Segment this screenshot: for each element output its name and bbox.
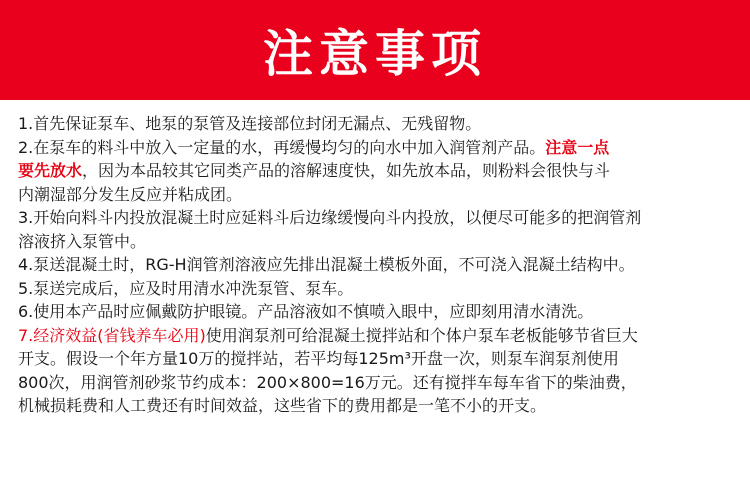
note-highlight: 注意一点 bbox=[545, 137, 610, 157]
note-highlight: 要先放水 bbox=[18, 161, 83, 180]
note-line bbox=[18, 300, 738, 324]
note-line bbox=[18, 324, 738, 348]
note-text: 3.开始向料斗内投放混凝土时应延料斗后边缘缓慢向斗内投放，以便尽可能多的把润管剂 bbox=[18, 208, 642, 227]
note-line bbox=[18, 230, 738, 254]
note-line bbox=[18, 136, 738, 160]
note-text: 2.在泵车的料斗中放入一定量的水，再缓慢均匀的向水中加入润管剂产品。 bbox=[18, 137, 546, 157]
note-line bbox=[18, 206, 738, 230]
note-text: 使用润泵剂可给混凝土搅拌站和个体户泵车老板能够节省巨大 bbox=[205, 325, 638, 345]
note-item bbox=[18, 324, 738, 418]
note-line bbox=[18, 394, 738, 418]
note-text: ，因为本品较其它同类产品的溶解速度快，如先放本品，则粉料会很快与斗 bbox=[82, 161, 611, 180]
note-text: 溶液挤入泵管中。 bbox=[18, 231, 147, 251]
note-line bbox=[18, 159, 738, 183]
page-title: 注意事项 bbox=[263, 25, 487, 83]
note-item bbox=[18, 112, 738, 136]
note-item bbox=[18, 277, 738, 301]
note-item bbox=[18, 253, 738, 277]
notes-list bbox=[18, 112, 738, 418]
note-text: 6.使用本产品时应佩戴防护眼镜。产品溶液如不慎喷入眼中，应即刻用清水清洗。 bbox=[18, 302, 594, 321]
note-text: 5.泵送完成后，应及时用清水冲洗泵管、泵车。 bbox=[18, 278, 354, 298]
note-line bbox=[18, 183, 738, 207]
note-item bbox=[18, 206, 738, 253]
note-text: 机械损耗费和人工费还有时间效益，这些省下的费用都是一笔不小的开支。 bbox=[18, 396, 547, 415]
note-highlight: 7.经济效益(省钱养车必用) bbox=[18, 325, 206, 345]
note-line bbox=[18, 253, 738, 277]
note-item bbox=[18, 300, 738, 324]
note-text: 800次，用润管剂砂浆节约成本：200×800=16万元。还有搅拌车每车省下的柴油费， bbox=[18, 372, 637, 392]
header-banner bbox=[0, 0, 750, 100]
note-item bbox=[18, 136, 738, 207]
note-text: 内潮湿部分发生反应并粘成团。 bbox=[18, 184, 243, 204]
note-line bbox=[18, 371, 738, 395]
note-line bbox=[18, 277, 738, 301]
note-line bbox=[18, 112, 738, 136]
note-line bbox=[18, 347, 738, 371]
note-text: 4.泵送混凝土时，RG-H润管剂溶液应先排出混凝土模板外面，不可浇入混凝土结构中。 bbox=[18, 255, 635, 274]
note-text: 1.首先保证泵车、地泵的泵管及连接部位封闭无漏点、无残留物。 bbox=[18, 114, 482, 133]
note-text: 开支。假设一个年方量10万的搅拌站，若平均每125m³开盘一次，则泵车润泵剂使用 bbox=[18, 349, 619, 368]
